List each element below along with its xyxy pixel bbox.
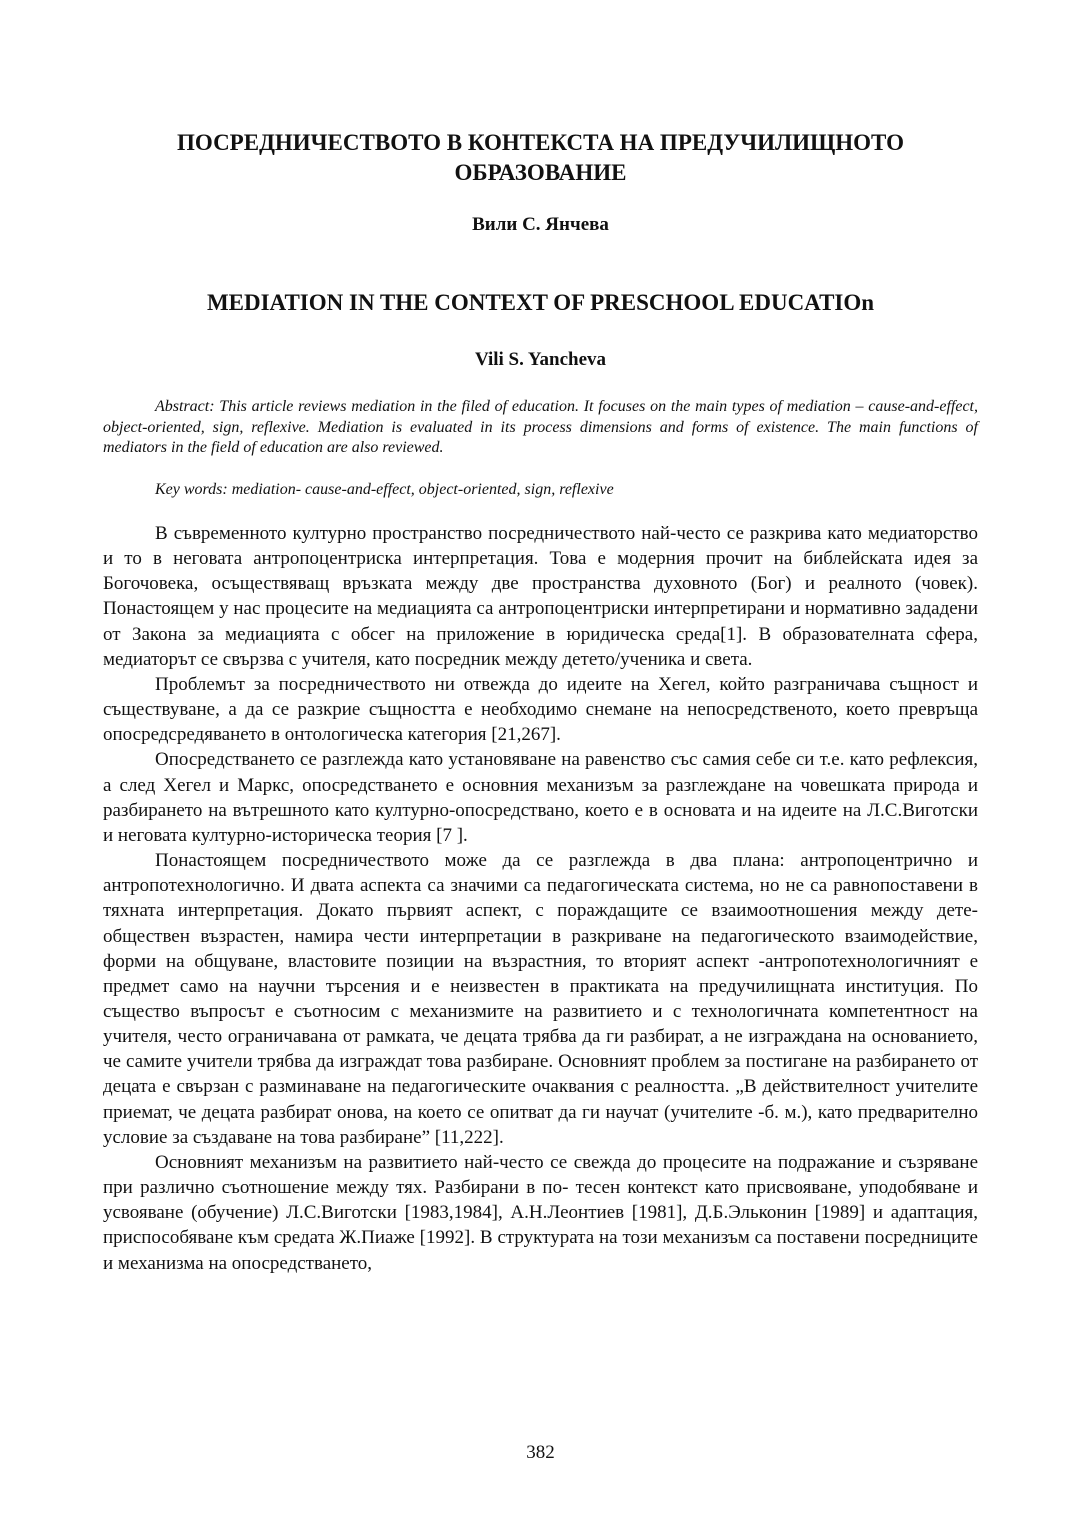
body-paragraph-1: В съвременното културно пространство посредничеството най-често се разкрива като медиаторство и то в неговата антропоцентриска интерпретация. Това е модерния прочит на библейската идея за Богочовека, осъществяващ връзката между две пространства духовното (Бог) и реалното (човек). Понастоящем у нас процесите на медиацията са антропоцентриски интерпретирани и нормативно зададени от Закона за медиацията с обсег на приложение в юридическа среда[1]. В образователната сфера, медиаторът се свързва с учителя, като посредник между детето/ученика и света. [103, 523, 978, 670]
article-title-bulgarian: ПОСРЕДНИЧЕСТВОТО В КОНТЕКСТА НА ПРЕДУЧИЛИЩНОТО ОБРАЗОВАНИЕ [177, 130, 904, 185]
abstract-paragraph: Abstract: This article reviews mediation in the filed of education. It focuses on the main types of mediation – cause-and-effect, object-oriented, sign, reflexive. Mediation is evaluated in its process dimensions and forms of existence. The main functions of mediators in the field of education are also reviewed. [103, 398, 978, 456]
keywords-line: Key words: mediation- cause-and-effect, object-oriented, sign, reflexive [155, 481, 614, 498]
body-paragraph-5: Основният механизъм на развитието най-често се свежда до процесите на подражание и съзряване при различно съотношение между тях. Разбирани в по- тесен контекст като присвояване, уподобяване и усвояване (обучение) Л.С.Виготски [1983,1984], А.Н.Леонтиев [1981], Д.Б.Эльконин [1989] и адаптация, приспособяване към средата Ж.Пиаже [1992]. В структурата на този механизъм са поставени посредниците и механизма на опосредстването, [103, 1151, 978, 1274]
body-paragraph-3: Опосредстването се разглежда като установяване на равенство със самия себе си т.е. като рефлексия, а след Хегел и Маркс, опосредстването е основния механизъм за разглеждане на човешката природа и разбирането на вътрешното като културно-опосредствано, което е в основата и на идеите на Л.С.Виготски и неговата културно-историческа теория [7 ]. [103, 749, 978, 846]
author-name-bulgarian: Вили С. Янчева [472, 214, 609, 235]
body-paragraph-4: Понастоящем посредничеството може да се разглежда в два плана: антропоцентрично и антропотехнологично. И двата аспекта са значими са педагогическата система, но не са равнопоставени в тяхната интерпретация. Докато първият аспект, с пораждащите се взаимоотношения между дете- обществен възрастен, намира чести интерпретации в разкриване на педагогическото взаимодействие, форми на общуване, властовите позиции на възрастния, то вторият аспект -антропотехнологичният е предмет само на научни търсения и е неизвестен в практиката на предучилищната институция. По същество въпросът е съотносим с механизмите на развитието и с технологичната компетентност на учителя, често ограничавана от рамката, че децата трябва да ги разбират, а не изграждана на основанието, че самите учители трябва да изграждат това разбиране. Основният проблем за постигане на разбирането от децата е свързан с разминаване на педагогическите очаквания с реалността. „В действителност учителите приемат, че децата разбират онова, на което се опитват да ги научат (учителите -б. м.), като предварително условие за създаване на това разбиране” [11,222]. [103, 850, 978, 1148]
page-number: 382 [526, 1442, 555, 1463]
body-text [103, 521, 978, 1276]
body-paragraph-2: Проблемът за посредничеството ни отвежда до идеите на Хегел, който разграничава същност и съществуване, а да се разкрие същността е необходимо снемане на непосредственото, което превръща опосредсредяването в онтологическа категория [21,267]. [103, 673, 978, 746]
author-name-english: Vili S. Yancheva [474, 349, 607, 370]
article-title-english: MEDIATION IN THE CONTEXT OF PRESCHOOL EDUCATIOn [206, 290, 875, 315]
